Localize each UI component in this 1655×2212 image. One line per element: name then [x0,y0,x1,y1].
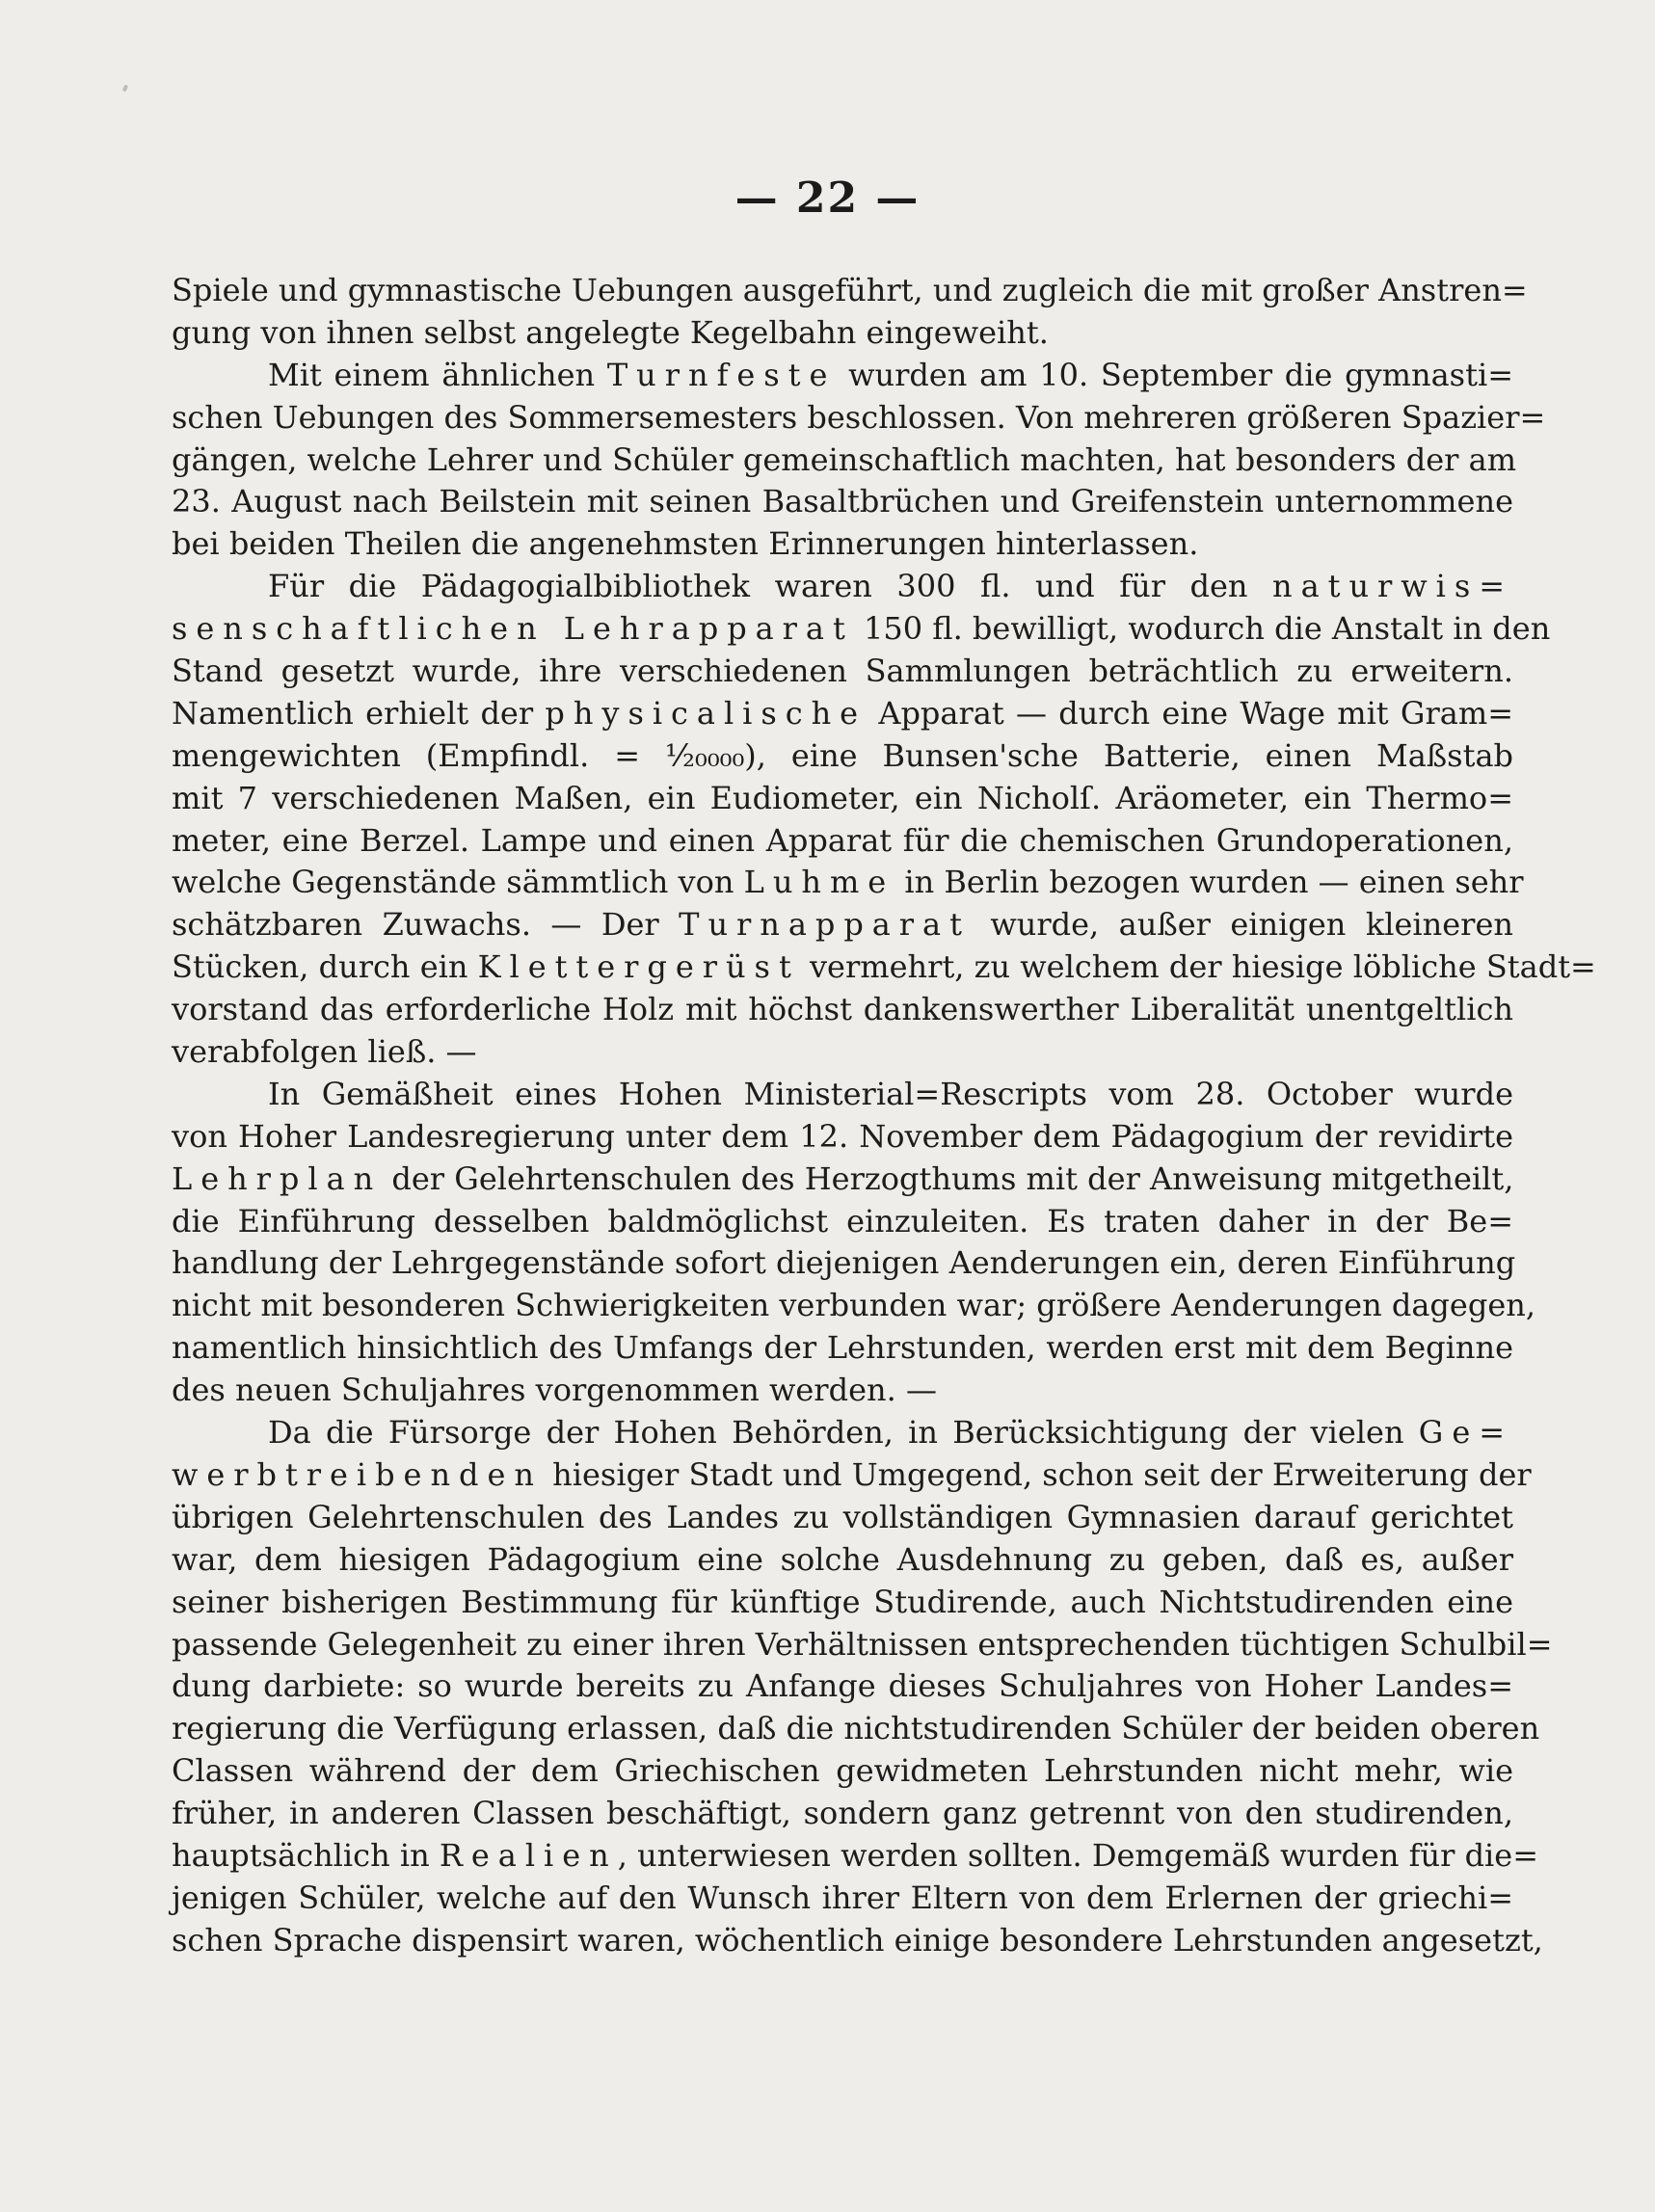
text-line: Stücken, durch ein Klettergerüst vermehrt, zu welchem der hiesige löbliche Stadt= [172,948,1596,986]
text-line: vorstand das erforderliche Holz mit höchst dankenswerther Liberalität unentgeltlich [172,991,1513,1028]
text-line: die Einführung desselben baldmöglichst einzuleiten. Es traten daher in der Be= [172,1202,1513,1239]
text-line: bei beiden Theilen die angenehmsten Erinnerungen hinterlassen. [172,525,1199,563]
text-line: werbtreibenden hiesiger Stadt und Umgegend, schon seit der Erweiterung der [172,1455,1532,1493]
text-line: welche Gegenstände sämmtlich von Luhme in Berlin bezogen wurden — einen sehr [172,864,1524,901]
text-line: jenigen Schüler, welche auf den Wunsch ihrer Eltern von dem Erlernen der griechi= [172,1879,1513,1916]
text-line: Lehrplan der Gelehrtenschulen des Herzogthums mit der Anweisung mitgetheilt, [172,1159,1514,1197]
text-line: früher, in anderen Classen beschäftigt, sondern ganz getrennt von den studirenden, [172,1795,1513,1832]
emphasis: naturwis= [1272,568,1513,605]
text-line: mit 7 verschiedenen Maßen, ein Eudiometer, ein Nicholſ. Aräometer, ein Thermo= [172,779,1513,816]
text-line: Für die Pädagogialbibliothek waren 300 fl. und für den naturwis= [268,568,1513,605]
text-line: Da die Fürsorge der Hohen Behörden, in Berücksichtigung der vielen Ge= [268,1414,1513,1452]
text-line: verabfolgen ließ. — [172,1033,477,1071]
text-line: mengewichten (Empfindl. = ¹⁄₂₀₀₀₀), eine Bunsen'sche Batterie, einen Maßstab [172,736,1513,774]
text-line: seiner bisherigen Bestimmung für künftige Studirende, auch Nichtstudirenden eine [172,1583,1513,1620]
emphasis: Luhme [743,864,895,901]
text-line: Spiele und gymnastische Uebungen ausgeführt, und zugleich die mit großer Anstren= [172,272,1528,308]
text-line: gung von ihnen selbst angelegte Kegelbahn eingeweiht. [172,313,1049,351]
text-line: Namentlich erhielt der physicalische Apparat — durch eine Wage mit Gram= [172,694,1513,732]
page-number: — 22 — [734,173,921,223]
emphasis: senschaftlichen Lehrapparat [172,610,854,648]
body-text [172,270,1596,1962]
text-line: In Gemäßheit eines Hohen Ministerial=Rescripts vom 28. October wurde [268,1075,1513,1112]
text-line: übrigen Gelehrtenschulen des Landes zu vollständigen Gymnasien darauf gerichtet [172,1498,1513,1535]
emphasis: Klettergerüst [477,948,800,986]
text-line: Stand gesetzt wurde, ihre verschiedenen Sammlungen beträchtlich zu erweitern. [172,653,1513,690]
text-line: des neuen Schuljahres vorgenommen werden. — [172,1372,937,1409]
text-line: dung darbiete: so wurde bereits zu Anfange dieses Schuljahres von Hoher Landes= [172,1667,1513,1705]
text-line: senschaftlichen Lehrapparat 150 fl. bewilligt, wodurch die Anstalt in den [172,610,1551,648]
text-line: meter, eine Berzel. Lampe und einen Apparat für die chemischen Grundoperationen, [172,821,1513,859]
text-line: regierung die Verfügung erlassen, daß die nichtstudirenden Schüler der beiden oberen [172,1710,1540,1747]
text-line: hauptsächlich in Realien, unterwiesen werden sollten. Demgemäß wurden für die= [172,1836,1539,1874]
text-line: war, dem hiesigen Pädagogium eine solche Ausdehnung zu geben, daß es, außer [172,1540,1513,1578]
text-line: Mit einem ähnlichen Turnfeste wurden am 10. September die gymnasti= [268,356,1514,393]
emphasis: Ge= [1418,1414,1513,1452]
emphasis: Realien [439,1836,618,1874]
emphasis: Lehrplan [172,1159,383,1197]
text-line: von Hoher Landesregierung unter dem 12. November dem Pädagogium der revidirte [172,1117,1513,1155]
text-line: passende Gelegenheit zu einer ihren Verhältnissen entsprechenden tüchtigen Schulbil= [172,1625,1553,1663]
text-line: Classen während der dem Griechischen gewidmeten Lehrstunden nicht mehr, wie [172,1752,1513,1790]
paper-speck [122,84,129,92]
text-line: 23. August nach Beilstein mit seinen Basaltbrüchen und Greifenstein unternommene [172,483,1513,520]
text-line: schen Uebungen des Sommersemesters beschlossen. Von mehreren größeren Spazier= [172,398,1546,436]
emphasis: Turnapparat [679,906,971,944]
text-line: schen Sprache dispensirt waren, wöchentlich einige besondere Lehrstunden angesetzt, [172,1921,1543,1959]
emphasis: werbtreibenden [172,1455,543,1493]
text-line: handlung der Lehrgegenstände sofort diejenigen Aenderungen ein, deren Einführung [172,1244,1516,1282]
text-line: nicht mit besonderen Schwierigkeiten verbunden war; größere Aenderungen dagegen, [172,1287,1536,1324]
text-line: schätzbaren Zuwachs. — Der Turnapparat wurde, außer einigen kleineren [172,906,1513,944]
emphasis: physicalische [545,694,868,732]
text-line: namentlich hinsichtlich des Umfangs der Lehrstunden, werden erst mit dem Beginne [172,1329,1513,1367]
emphasis: Turnfeste [606,356,837,393]
text-line: gängen, welche Lehrer und Schüler gemeinschaftlich machten, hat besonders der am [172,440,1517,478]
